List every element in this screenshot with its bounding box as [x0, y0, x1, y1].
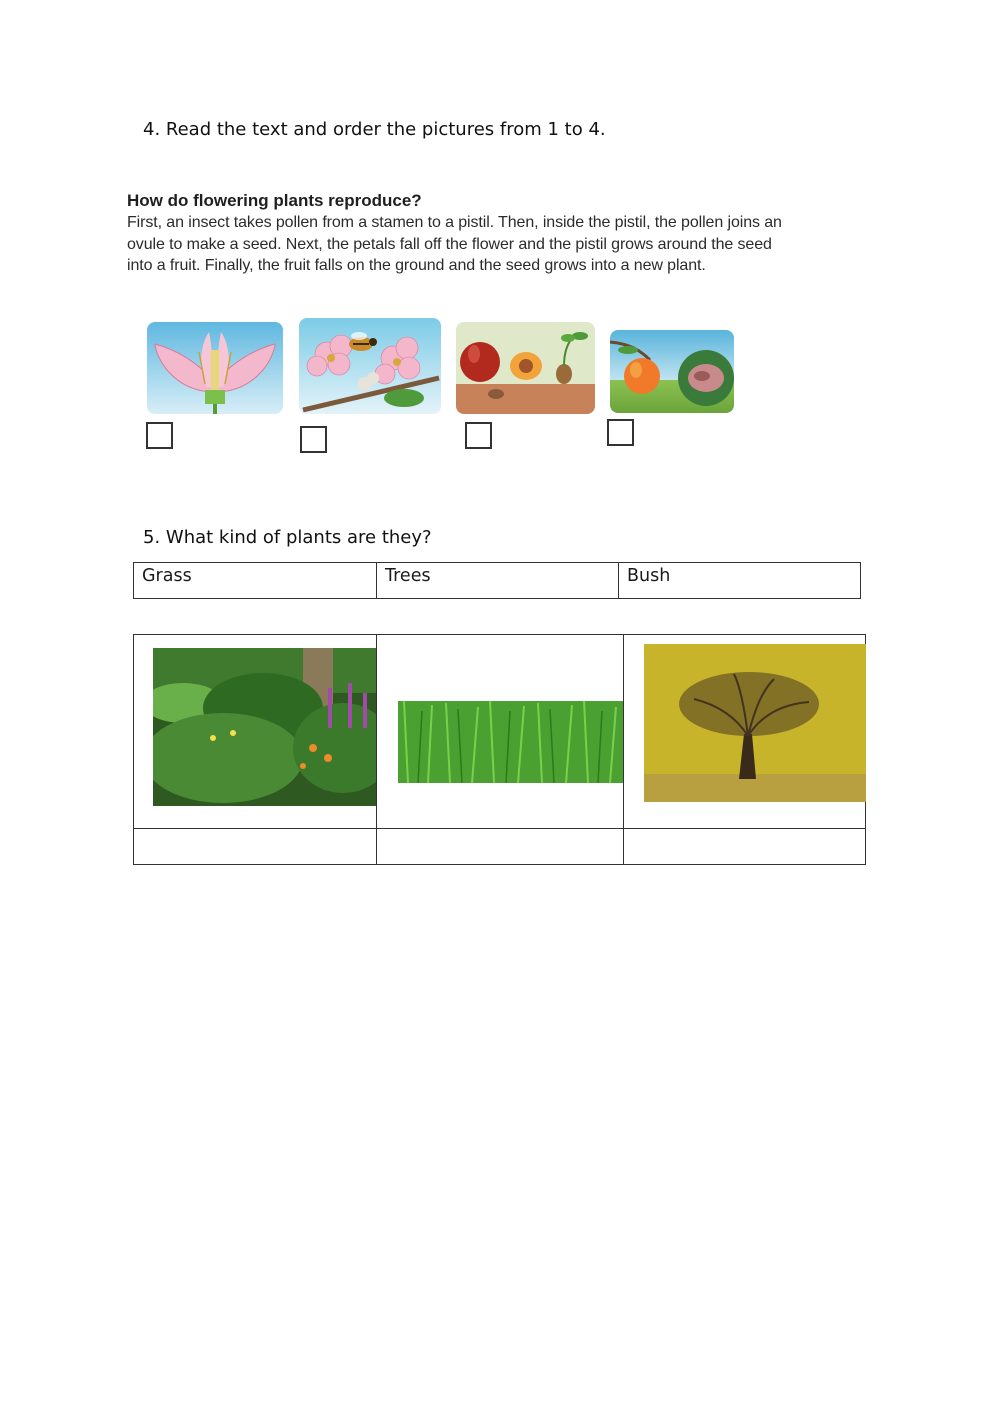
image-cell-1 [134, 635, 377, 829]
answer-field-2[interactable] [377, 829, 624, 865]
question-4-title: 4. Read the text and order the pictures from 1 to 4. [143, 119, 606, 140]
word-grass: Grass [134, 563, 377, 599]
bush-garden-icon [153, 648, 376, 806]
plant-images-table [133, 634, 866, 865]
image-cell-2 [377, 635, 624, 829]
image-cell-3 [624, 635, 866, 829]
peach-on-branch-icon [610, 330, 734, 413]
answer-input-1[interactable] [134, 829, 376, 864]
word-trees: Trees [377, 563, 619, 599]
tree-field-icon [644, 644, 866, 802]
bee-on-blossom-icon [299, 318, 441, 414]
passage-heading: How do flowering plants reproduce? [127, 191, 422, 210]
passage-body: First, an insect takes pollen from a stamen to a pistil. Then, inside the pistil, the pollen joins an ovule to make a seed. Next, the petals fall off the flower and the pistil grows around the seed into a fruit. Finally, the fruit falls on the ground and the seed grows into a new plant. [127, 214, 782, 274]
answer-input-3[interactable] [624, 829, 865, 864]
answer-input-2[interactable] [377, 829, 623, 864]
reading-passage [127, 191, 792, 277]
order-checkbox-1[interactable] [146, 422, 173, 449]
order-checkbox-3[interactable] [465, 422, 492, 449]
order-checkbox-2[interactable] [300, 426, 327, 453]
word-bank-table [133, 562, 861, 599]
flower-cross-section-icon [147, 322, 283, 414]
word-bush: Bush [619, 563, 861, 599]
order-checkbox-4[interactable] [607, 419, 634, 446]
answer-field-3[interactable] [624, 829, 866, 865]
grass-icon [398, 701, 623, 783]
answer-field-1[interactable] [134, 829, 377, 865]
question-5-title: 5. What kind of plants are they? [143, 527, 432, 548]
fruit-seed-sprout-icon [456, 322, 595, 414]
